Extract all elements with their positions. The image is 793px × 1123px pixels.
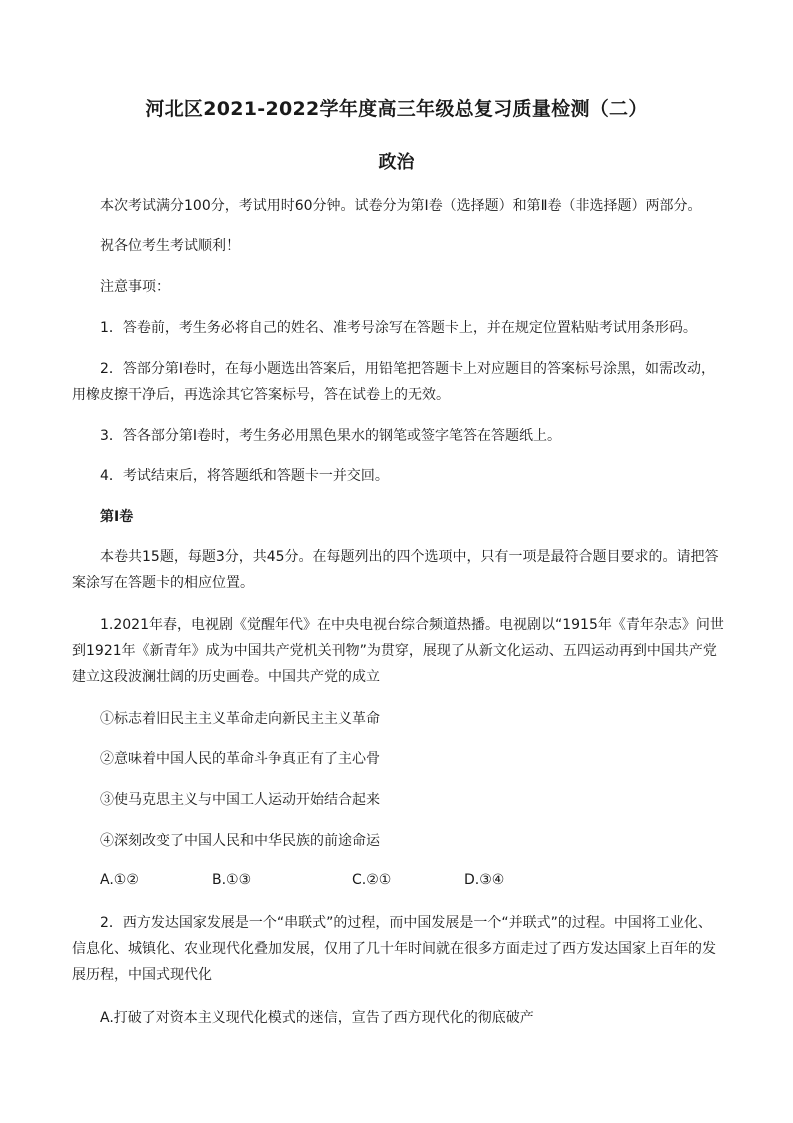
notes-heading: 注意事项： — [100, 279, 170, 295]
question-1-options — [100, 872, 700, 892]
option-b: B.①③ — [212, 872, 252, 888]
exam-intro: 本次考试满分100分，考试用时60分钟。试卷分为第Ⅰ卷（选择题）和第Ⅱ卷（非选择题）两部分。 — [100, 198, 702, 214]
question-1-statement-3: ③使马克思主义与中国工人运动开始结合起来 — [100, 792, 380, 808]
option-d: D.③④ — [464, 872, 505, 888]
section-heading: 第Ⅰ卷 — [100, 509, 134, 525]
good-luck-text: 祝各位考生考试顺利！ — [100, 238, 240, 254]
note-item-2: 2．答部分第Ⅰ卷时，在每小题选出答案后，用铅笔把答题卡上对应题目的答案标号涂黑，如需改动，用橡皮擦干净后，再选涂其它答案标号，答在试卷上的无效。 — [72, 361, 716, 403]
question-1-statement-1: ①标志着旧民主主义革命走向新民主主义革命 — [100, 711, 380, 727]
question-2-stem: 2．西方发达国家发展是一个“串联式”的过程，而中国发展是一个“并联式”的过程。中国将工业化、信息化、城镇化、农业现代化叠加发展，仅用了几十年时间就在很多方面走过了西方发达国家上百年的发展历程，中国式现代化 — [72, 915, 716, 983]
section-instructions: 本卷共15题，每题3分，共45分。在每题列出的四个选项中，只有一项是最符合题目要求的。请把答案涂写在答题卡的相应位置。 — [72, 549, 719, 591]
question-1-statement-2: ②意味着中国人民的革命斗争真正有了主心骨 — [100, 751, 380, 767]
question-2-option-a: A.打破了对资本主义现代化模式的迷信，宣告了西方现代化的彻底破产 — [100, 1010, 534, 1026]
question-1-stem: 1.2021年春，电视剧《觉醒年代》在中央电视台综合频道热播。电视剧以“1915年《青年杂志》问世到1921年《新青年》成为中国共产党机关刊物”为贯穿，展现了从新文化运动、五四运动再到中国共产党建立这段波澜壮阔的历史画卷。中国共产党的成立 — [72, 617, 724, 685]
option-a: A.①② — [100, 872, 139, 888]
exam-title: 河北区2021-2022学年度高三年级总复习质量检测（二） — [145, 98, 648, 120]
option-c: C.②① — [352, 872, 392, 888]
subject-title: 政治 — [378, 152, 415, 173]
question-1-statement-4: ④深刻改变了中国人民和中华民族的前途命运 — [100, 833, 380, 849]
note-item-1: 1．答卷前，考生务必将自己的姓名、准考号涂写在答题卡上，并在规定位置粘贴考试用条形码。 — [100, 320, 697, 336]
note-item-4: 4．考试结束后，将答题纸和答题卡一并交回。 — [100, 468, 389, 484]
note-item-3: 3．答各部分第Ⅰ卷时，考生务必用黑色果水的钢笔或签字笔答在答题纸上。 — [100, 428, 562, 444]
